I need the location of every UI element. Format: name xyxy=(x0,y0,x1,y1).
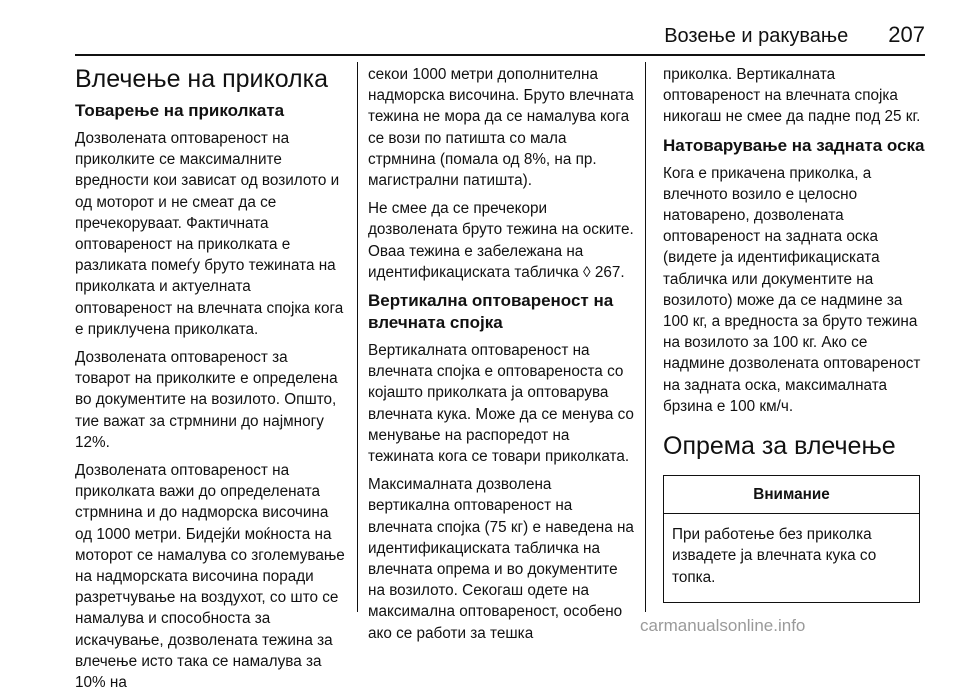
column-divider-1 xyxy=(357,62,358,612)
watermark: carmanualsonline.info xyxy=(640,616,806,635)
page-header xyxy=(75,22,925,56)
column-3 xyxy=(663,64,925,603)
warning-box xyxy=(663,475,920,603)
paragraph: секои 1000 метри дополнителна надморска височина. Бруто влечната тежина не мора да се намалува кога се вози по патишта со мала стрмнина (помала од 8%, на пр. магистрални патишта). xyxy=(368,66,634,190)
paragraph: Кога е прикачена приколка, а влечното возило е целосно натоварено, дозволената оптовареност на задната оска (видете ја идентификациската табличка или документите на возилото) може да се надмине за 100 кг, а вредноста за бруто тежина на возилото за 100 кг. Ако се надмине дозволената оптовареност на задната оска, максималната брзина е 100 км/ч. xyxy=(663,164,921,415)
column-1 xyxy=(75,64,347,700)
paragraph: Дозволената оптовареност на приколката важи до определената стрмнина и до надморска височина од 1000 метри. Бидејќи моќноста на моторот се намалува со зголемување на надморската височина поради разретчување на воздухот, со што се намалува и способноста за искачување, дозволената тежина за влечење исто така се намалува за 10% на xyxy=(75,462,345,692)
section-title: Возење и ракување xyxy=(664,25,849,47)
subheading-rear-axle: Натоварување на задната оска xyxy=(663,135,925,155)
header-rule xyxy=(75,54,925,56)
paragraph: Не смее да се пречекори дозволената бруто тежина на оските. Оваа тежина е забележана на идентификациската табличка ◊ 267. xyxy=(368,200,634,281)
section-heading-towing-equipment: Опрема за влечење xyxy=(663,432,896,461)
paragraph: приколка. Вертикалната оптовареност на влечната спојка никогаш не смее да падне под 25 кг. xyxy=(663,66,921,126)
paragraph: Дозволената оптовареност за товарот на приколките е определена во документите на возилото. Општо, тие важат за стрмнини до најмногу 12%. xyxy=(75,349,338,451)
column-2 xyxy=(368,64,636,651)
subheading-trailer-loading: Товарење на приколката xyxy=(75,101,285,120)
warning-title: Внимание xyxy=(664,476,919,514)
paragraph: Дозволената оптовареност на приколките се максималните вредности кои зависат од возилото и од моторот и не смеат да се пречекоруваат. Фактичната оптовареност на приколката е разликата помеѓу бруто тежината на приколката и актуелната оптовареност на влечната спојка кога е приклучена приколката. xyxy=(75,130,344,338)
paragraph: Максималната дозволена вертикална оптовареност на влечната спојка (75 кг) е наведена на идентификациската табличка на влечната опрема и во документите на возилото. Секогаш одете на максимална оптовареност, особено ако се работи за тешка xyxy=(368,476,634,642)
page-number: 207 xyxy=(888,22,925,47)
paragraph: Вертикалната оптовареност на влечната спојка е оптовареноста со којашто приколката ја оптоварува влечната кука. Може да се менува со менување на распоредот на тежината кога се товари приколката. xyxy=(368,342,634,466)
subheading-vertical-load: Вертикална оптовареност на влечната спојка xyxy=(368,291,614,333)
section-heading-towing: Влечење на приколка xyxy=(75,65,329,93)
warning-text: При работење без приколка извадете ја влечната кука со топка. xyxy=(672,526,877,586)
column-divider-2 xyxy=(645,62,646,612)
